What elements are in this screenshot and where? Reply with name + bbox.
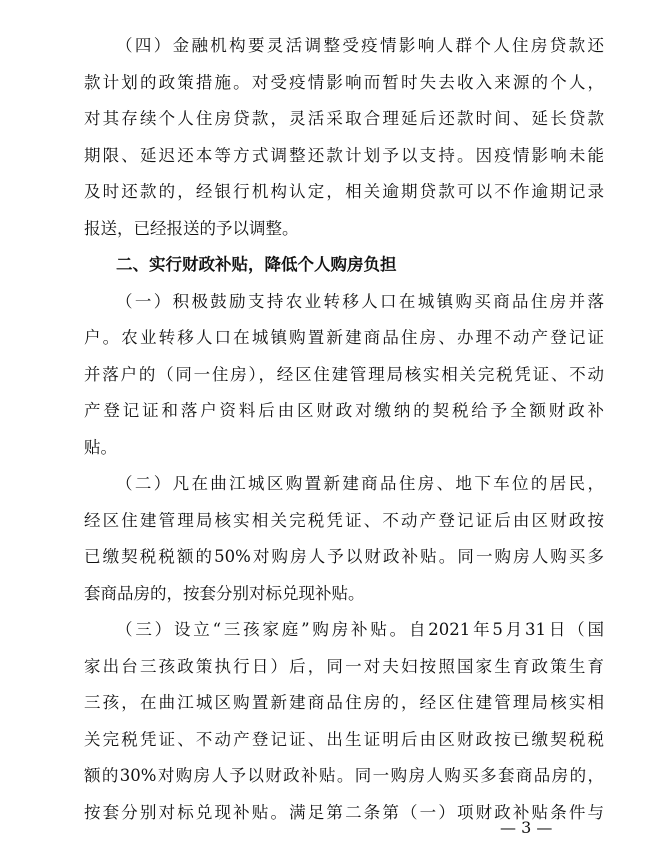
paragraph-line: 贴。: [84, 437, 117, 457]
paragraph-line: （二）凡在曲江城区购置新建商品住房、地下车位的居民，: [116, 474, 604, 493]
paragraph-line: 户。农业转移人口在城镇购置新建商品住房、办理不动产登记证: [84, 328, 604, 347]
paragraph-line: 按套分别对标兑现补贴。满足第二条第（一）项财政补贴条件与: [84, 802, 604, 822]
paragraph-line: 报送，已经报送的予以调整。: [84, 218, 299, 238]
paragraph-line: 家出台三孩政策执行日）后，同一对夫妇按照国家生育政策生育: [84, 656, 604, 676]
paragraph-line: 已缴契税税额的50%对购房人予以财政补贴。同一购房人购买多: [84, 547, 604, 566]
paragraph-line: 对其存续个人住房贷款，灵活采取合理延后还款时间、延长贷款: [84, 109, 604, 128]
paragraph-line: 期限、延迟还本等方式调整还款计划予以支持。因疫情影响未能: [84, 145, 604, 165]
paragraph-line: 并落户的（同一住房），经区住建管理局核实相关完税凭证、不动: [84, 364, 604, 384]
paragraph-line: 产登记证和落户资料后由区财政对缴纳的契税给予全额财政补: [84, 401, 604, 420]
body-text: [84, 28, 604, 831]
paragraph-line: 套商品房的，按套分别对标兑现补贴。: [84, 583, 365, 603]
paragraph-line: 三孩，在曲江城区购置新建商品住房的，经区住建管理局核实相: [84, 693, 604, 712]
paragraph-line: （四）金融机构要灵活调整受疫情影响人群个人住房贷款还: [116, 36, 604, 55]
paragraph-line: 及时还款的，经银行机构认定，相关逾期贷款可以不作逾期记录: [84, 182, 604, 201]
paragraph-line: 关完税凭证、不动产登记证、出生证明后由区财政按已缴契税税: [84, 729, 604, 749]
paragraph-line: 经区住建管理局核实相关完税凭证、不动产登记证后由区财政按: [84, 510, 604, 530]
paragraph-line: 额的30%对购房人予以财政补贴。同一购房人购买多套商品房的，: [84, 766, 604, 785]
section-heading: 二、实行财政补贴，降低个人购房负担: [116, 255, 397, 274]
paragraph-line: 款计划的政策措施。对受疫情影响而暂时失去收入来源的个人，: [84, 72, 604, 92]
page-number: — 3 —: [500, 818, 553, 837]
paragraph-line: （三）设立“三孩家庭”购房补贴。自2021年5月31日（国: [116, 620, 604, 639]
paragraph-line: （一）积极鼓励支持农业转移人口在城镇购买商品住房并落: [116, 291, 604, 311]
